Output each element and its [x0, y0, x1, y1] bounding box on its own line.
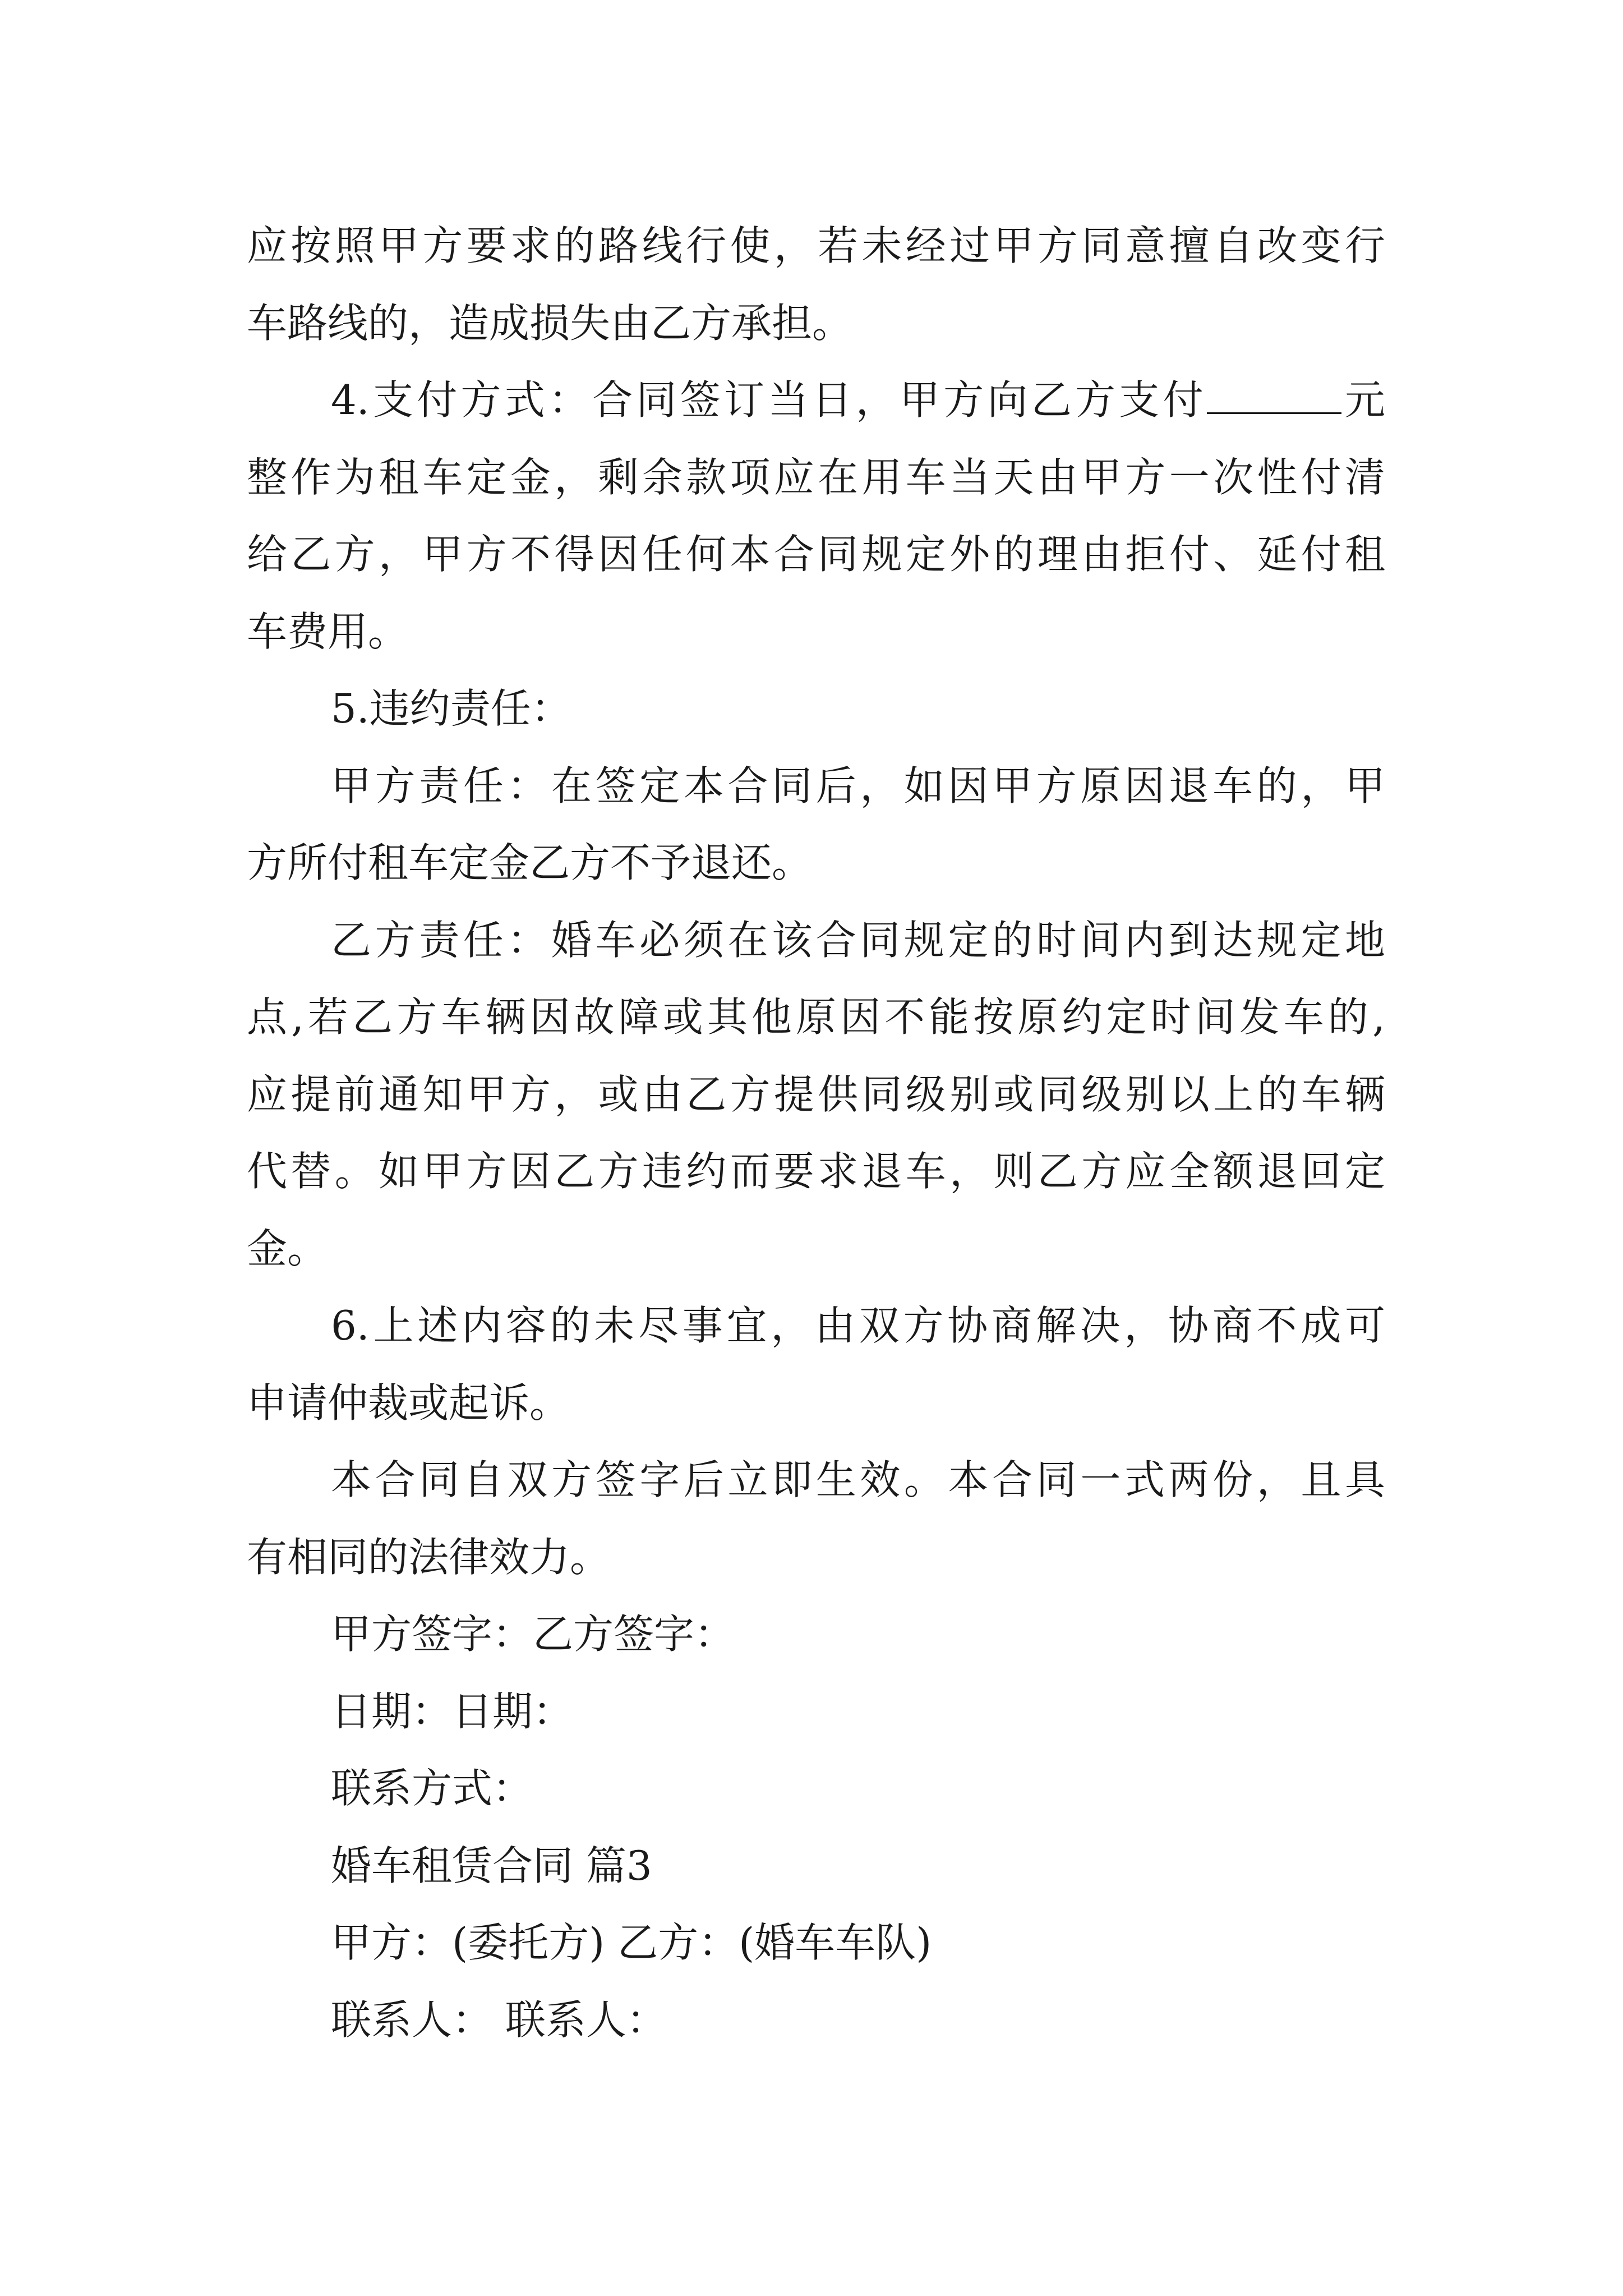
amount-blank	[1207, 373, 1341, 414]
effect-clause-line-1: 本合同自双方签字后立即生效。本合同一式两份，且具	[331, 1456, 1385, 1503]
date-line: 日期：日期：	[331, 1687, 574, 1735]
signature-line: 甲方签字：乙方签字：	[331, 1611, 735, 1658]
payment-clause-line-3: 给乙方，甲方不得因任何本合同规定外的理由拒付、延付租	[247, 531, 1385, 578]
parties-line: 甲方：(委托方) 乙方：(婚车车队)	[331, 1919, 932, 1966]
party-b-liability-line-5: 金。	[247, 1225, 328, 1272]
contact-method-line: 联系方式：	[331, 1765, 533, 1812]
route-clause-line-1: 应按照甲方要求的路线行使，若未经过甲方同意擅自改变行	[247, 222, 1385, 269]
party-a-liability-line-1: 甲方责任：在签定本合同后，如因甲方原因退车的，甲	[331, 762, 1385, 809]
party-b-liability-line-4: 代替。如甲方因乙方违约而要求退车，则乙方应全额退回定	[247, 1148, 1385, 1195]
section-title: 婚车租赁合同 篇3	[331, 1842, 652, 1889]
party-b-liability-line-3: 应提前通知甲方，或由乙方提供同级别或同级别以上的车辆	[247, 1070, 1385, 1118]
dispute-clause-line-1: 6.上述内容的未尽事宜，由双方协商解决，协商不成可	[331, 1302, 1385, 1349]
party-a-liability-line-2: 方所付租车定金乙方不予退还。	[247, 839, 813, 886]
document-body	[247, 208, 1385, 2059]
party-b-liability-line-2: 点,若乙方车辆因故障或其他原因不能按原约定时间发车的,	[247, 993, 1385, 1041]
payment-clause-text: 4.支付方式：合同签订当日，甲方向乙方支付	[331, 376, 1207, 424]
payment-clause-line-4: 车费用。	[247, 608, 409, 655]
contact-person-line: 联系人： 联系人：	[331, 1996, 667, 2044]
effect-clause-line-2: 有相同的法律效力。	[247, 1533, 611, 1581]
dispute-clause-line-2: 申请仲裁或起诉。	[247, 1379, 570, 1427]
liability-heading: 5.违约责任：	[331, 685, 571, 732]
payment-clause-line-1	[247, 362, 1385, 439]
party-b-liability-line-1: 乙方责任：婚车必须在该合同规定的时间内到达规定地	[331, 916, 1385, 964]
payment-clause-unit: 元	[1341, 376, 1385, 424]
route-clause-line-2: 车路线的，造成损失由乙方承担。	[247, 299, 853, 347]
payment-clause-line-2: 整作为租车定金，剩余款项应在用车当天由甲方一次性付清	[247, 453, 1385, 501]
